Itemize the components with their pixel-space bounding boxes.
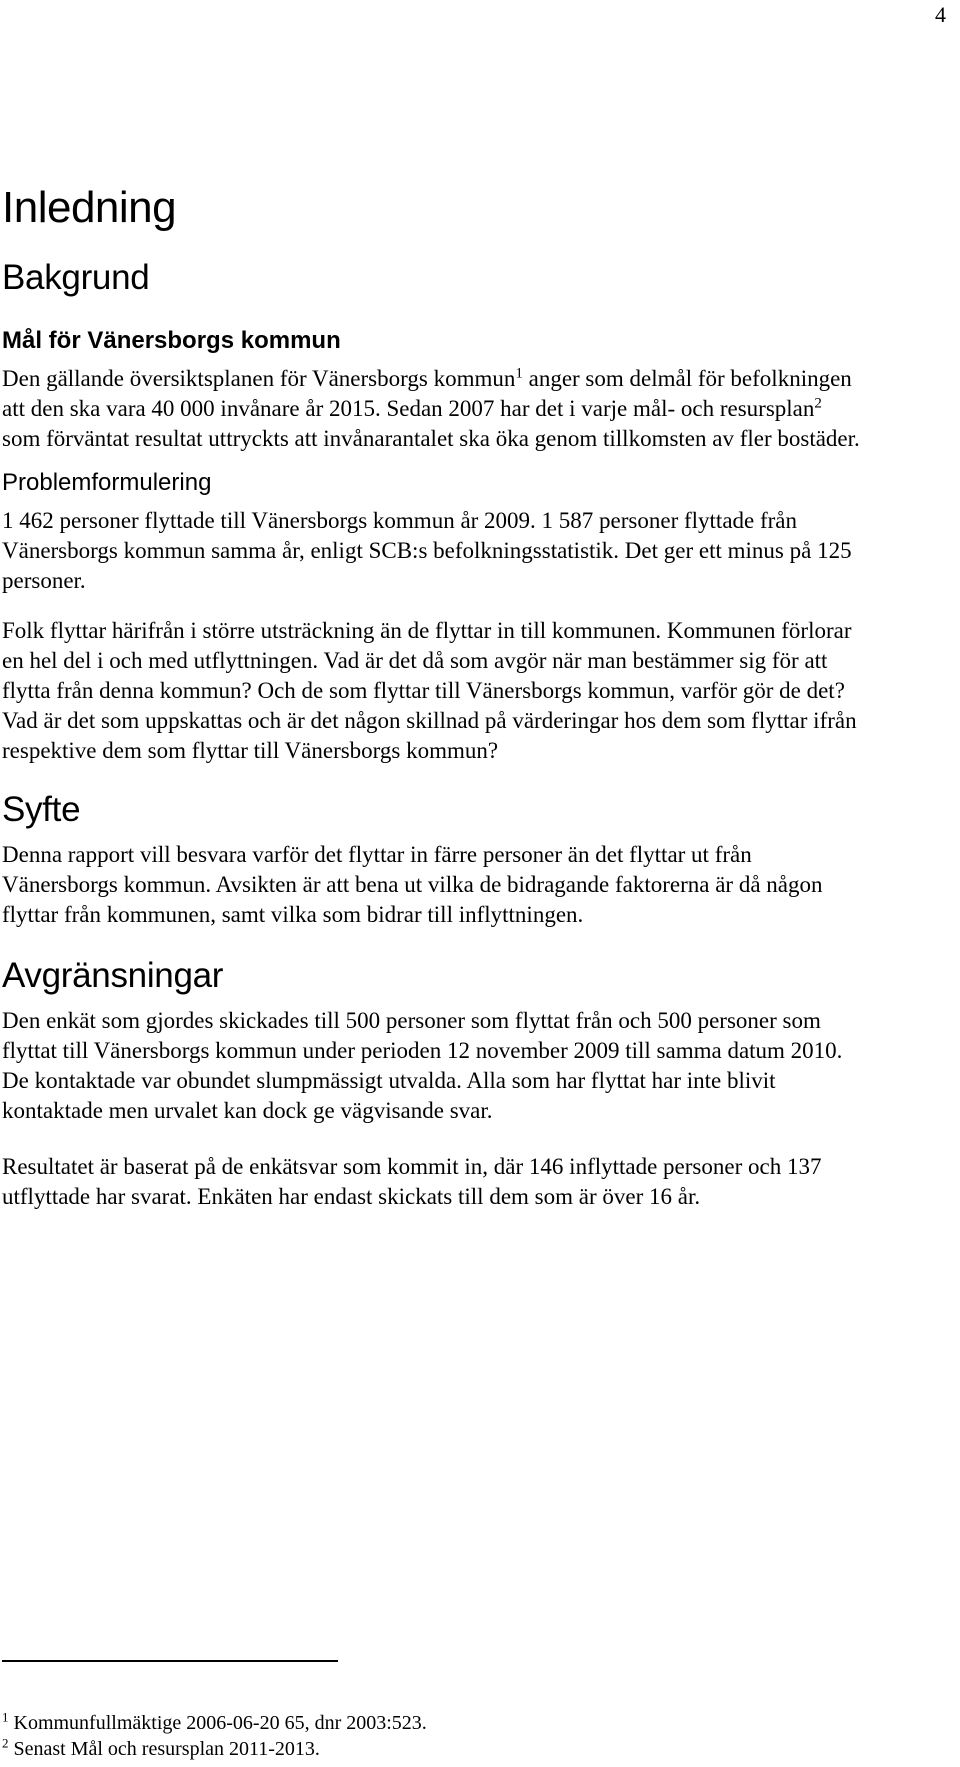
heading-avgransningar: Avgränsningar bbox=[2, 956, 224, 995]
footnote-2 bbox=[2, 1736, 862, 1762]
footnote-ref-2: 2 bbox=[814, 395, 822, 412]
footnote-1-text: Kommunfullmäktige 2006-06-20 65, dnr 2003:523. bbox=[8, 1712, 427, 1734]
footnote-2-mark: 2 bbox=[2, 1735, 9, 1751]
syfte-paragraph: Denna rapport vill besvara varför det flyttar in färre personer än det flyttar ut från Vänersborgs kommun. Avsikten är att bena ut vilka de bidragande faktorerna är då någon flyttar från kommunen, samt vilka som bidrar till inflyttningen. bbox=[2, 842, 823, 927]
avgransningar-paragraph-2: Resultatet är baserat på de enkätsvar som kommit in, där 146 inflyttade personer och 137 utflyttade har svarat. Enkäten har endast skickats till dem som är över 16 år. bbox=[2, 1154, 822, 1209]
footnote-1-mark: 1 bbox=[2, 1709, 9, 1725]
heading-problemformulering: Problemformulering bbox=[2, 469, 212, 496]
footnote-1 bbox=[2, 1710, 862, 1736]
page-content bbox=[2, 182, 862, 1212]
avgransningar-paragraph-1: Den enkät som gjordes skickades till 500 personer som flyttat från och 500 personer som flyttat till Vänersborgs kommun under perioden 12 november 2009 till samma datum 2010. De kontaktade var obundet slumpmässigt utvalda. Alla som har flyttat har inte blivit kontaktade men urvalet kan dock ge vägvisande svar. bbox=[2, 1008, 843, 1123]
page-number: 4 bbox=[935, 2, 946, 27]
problem-paragraph-2: Folk flyttar härifrån i större utsträckning än de flyttar in till kommunen. Kommunen förlorar en hel del i och med utflyttningen. Vad är det då som avgör när man bestämmer sig för att flytta från denna kommun? Och de som flyttar till Vänersborgs kommun, varför gör de det? Vad är det som uppskattas och är det någon skillnad på värderingar hos dem som flyttar ifrån respektive dem som flyttar till Vänersborgs kommun? bbox=[2, 618, 857, 763]
problem-paragraph-1: 1 462 personer flyttade till Vänersborgs kommun år 2009. 1 587 personer flyttade från Vänersborgs kommun samma år, enligt SCB:s befolkningsstatistik. Det ger ett minus på 125 personer. bbox=[2, 508, 852, 593]
heading-inledning: Inledning bbox=[2, 183, 177, 232]
heading-mal: Mål för Vänersborgs kommun bbox=[2, 327, 341, 354]
footnote-2-text: Senast Mål och resursplan 2011-2013. bbox=[8, 1738, 320, 1760]
mal-text-1: Den gällande översiktsplanen för Vänersborgs kommun bbox=[2, 366, 516, 391]
mal-paragraph bbox=[2, 364, 862, 454]
heading-syfte: Syfte bbox=[2, 790, 81, 829]
footnote-ref-1: 1 bbox=[515, 365, 523, 382]
footnote-separator bbox=[2, 1660, 338, 1662]
footnotes bbox=[2, 1710, 862, 1762]
heading-bakgrund: Bakgrund bbox=[2, 258, 150, 297]
mal-text-2: anger som delmål för befolkningen att den ska vara 40 000 invånare år 2015. Sedan 2007 har det i varje mål- och resursplan bbox=[2, 366, 852, 421]
mal-text-3: som förväntat resultat uttryckts att invånarantalet ska öka genom tillkomsten av fler bostäder. bbox=[2, 426, 860, 451]
